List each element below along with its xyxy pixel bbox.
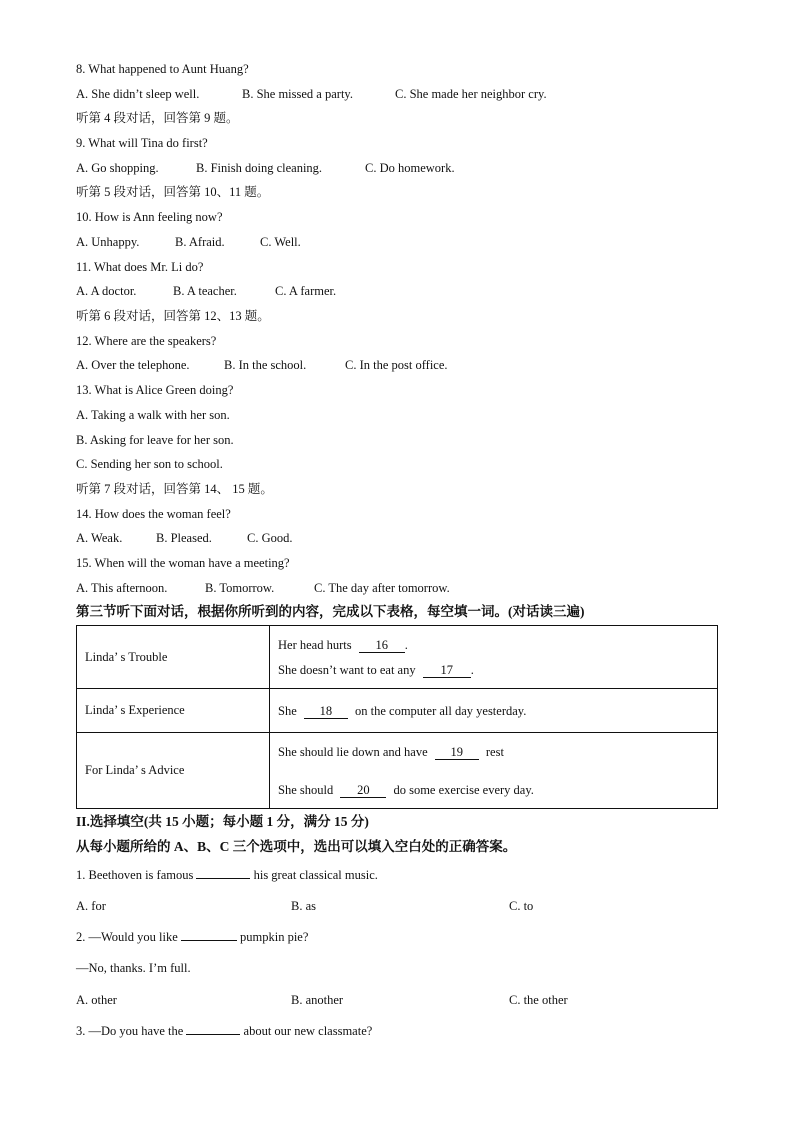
instruction-dialogue-5: 听第 5 段对话，回答第 10、11 题。 [76, 185, 270, 199]
line-text: do some exercise every day. [393, 782, 534, 797]
part-2-instruction: 从每小题所给的 A、B、C 三个选项中，选出可以填入空白处的正确答案。 [76, 839, 517, 854]
question-12-options [76, 357, 718, 373]
row-label: Linda’ s Trouble [77, 626, 270, 689]
mc-question-2 [76, 929, 308, 945]
mc-question-2-reply: —No, thanks. I’m full. [76, 961, 191, 975]
table-row [77, 733, 718, 809]
option-b: B. another [291, 993, 344, 1007]
question-9-options [76, 160, 718, 176]
question-9-stem: 9. What will Tina do first? [76, 136, 208, 150]
line-text: . [404, 637, 408, 652]
blank-line-20 [278, 782, 709, 798]
answer-blank [186, 1034, 240, 1035]
question-13-option-a: A. Taking a walk with her son. [76, 408, 230, 422]
mc-question-2-options [76, 992, 718, 1008]
line-text: She should [278, 782, 334, 797]
row-label: Linda’ s Experience [77, 689, 270, 733]
answer-blank-16: 16 [359, 639, 405, 653]
line-text: She doesn’t want to eat any [278, 662, 416, 677]
question-14-stem: 14. How does the woman feel? [76, 507, 231, 521]
question-text: about our new classmate? [243, 1024, 373, 1038]
answer-blank [196, 878, 250, 879]
answer-blank-20: 20 [340, 784, 386, 798]
question-8-stem: 8. What happened to Aunt Huang? [76, 62, 249, 76]
option-c: C. She made her neighbor cry. [395, 87, 547, 101]
line-text: She [278, 703, 297, 718]
question-11-stem: 11. What does Mr. Li do? [76, 260, 204, 274]
question-text: pumpkin pie? [240, 930, 309, 944]
option-b: B. Afraid. [175, 235, 225, 249]
line-text: . [470, 662, 474, 677]
answer-blank-17: 17 [423, 664, 471, 678]
mc-question-1 [76, 867, 378, 883]
option-a: A. She didn’t sleep well. [76, 87, 200, 101]
blank-line-18 [278, 703, 709, 719]
option-a: A. Weak. [76, 531, 123, 545]
option-b: B. Pleased. [156, 531, 212, 545]
option-a: A. Go shopping. [76, 161, 159, 175]
option-c: C. In the post office. [345, 358, 448, 372]
question-text: his great classical music. [253, 868, 378, 882]
row-content [270, 689, 718, 733]
question-10-options [76, 234, 718, 250]
instruction-dialogue-7: 听第 7 段对话，回答第 14、 15 题。 [76, 482, 273, 496]
option-a: A. Unhappy. [76, 235, 140, 249]
question-13-option-c: C. Sending her son to school. [76, 457, 223, 471]
question-13-option-b: B. Asking for leave for her son. [76, 433, 234, 447]
option-b: B. Finish doing cleaning. [196, 161, 323, 175]
question-text: 2. —Would you like [76, 930, 178, 944]
answer-blank-19: 19 [435, 746, 479, 760]
section-3-heading: 第三节听下面对话，根据你所听到的内容，完成以下表格，每空填一词。(对话读三遍) [76, 604, 585, 619]
question-12-stem: 12. Where are the speakers? [76, 334, 217, 348]
listening-table [76, 625, 718, 809]
row-content [270, 733, 718, 809]
option-a: A. Over the telephone. [76, 358, 190, 372]
row-content [270, 626, 718, 689]
line-text: She should lie down and have [278, 744, 428, 759]
table-row [77, 626, 718, 689]
option-c: C. Do homework. [365, 161, 455, 175]
table-row [77, 689, 718, 733]
blank-line-19 [278, 744, 709, 760]
instruction-dialogue-4: 听第 4 段对话，回答第 9 题。 [76, 111, 239, 125]
option-a: A. other [76, 993, 117, 1007]
option-c: C. the other [509, 993, 568, 1007]
question-11-options [76, 283, 718, 299]
answer-blank-18: 18 [304, 705, 348, 719]
question-text: 3. —Do you have the [76, 1024, 184, 1038]
mc-question-3 [76, 1023, 372, 1039]
row-label: For Linda’ s Advice [77, 733, 270, 809]
option-b: B. Tomorrow. [205, 581, 275, 595]
option-c: C. The day after tomorrow. [314, 581, 450, 595]
line-text: rest [485, 744, 504, 759]
option-c: C. Good. [247, 531, 293, 545]
line-text: on the computer all day yesterday. [355, 703, 527, 718]
question-15-stem: 15. When will the woman have a meeting? [76, 556, 290, 570]
question-14-options [76, 530, 718, 546]
blank-line-16 [278, 637, 709, 653]
mc-question-1-options [76, 898, 718, 914]
option-a: A. A doctor. [76, 284, 137, 298]
option-b: B. as [291, 899, 316, 913]
option-c: C. Well. [260, 235, 301, 249]
option-a: A. for [76, 899, 106, 913]
option-c: C. to [509, 899, 534, 913]
option-c: C. A farmer. [275, 284, 337, 298]
option-a: A. This afternoon. [76, 581, 168, 595]
option-b: B. A teacher. [173, 284, 237, 298]
question-15-options [76, 580, 718, 596]
question-8-options [76, 86, 718, 102]
option-b: B. In the school. [224, 358, 307, 372]
option-b: B. She missed a party. [242, 87, 353, 101]
instruction-dialogue-6: 听第 6 段对话，回答第 12、13 题。 [76, 309, 270, 323]
part-2-heading: II.选择填空(共 15 小题；每小题 1 分，满分 15 分) [76, 814, 369, 829]
question-text: 1. Beethoven is famous [76, 868, 194, 882]
blank-line-17 [278, 662, 709, 678]
answer-blank [181, 940, 237, 941]
question-10-stem: 10. How is Ann feeling now? [76, 210, 223, 224]
question-13-stem: 13. What is Alice Green doing? [76, 383, 234, 397]
line-text: Her head hurts [278, 637, 352, 652]
